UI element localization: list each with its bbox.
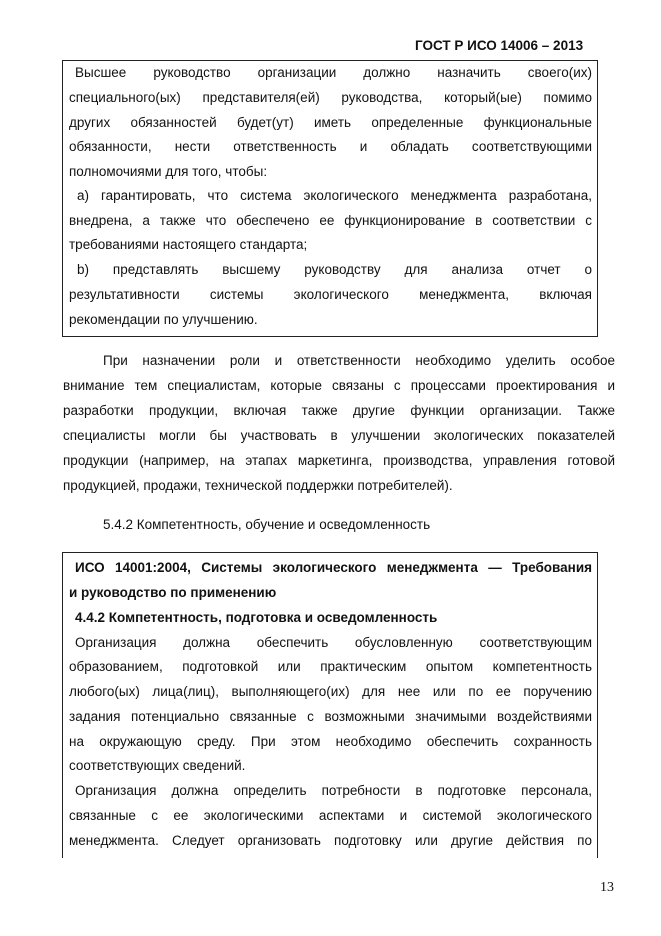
list-item-b: b) представлять высшему руководству для анализа отчет о bbox=[77, 262, 592, 277]
paragraph-line: продукции (например, на этапах маркетинга, производства, управления готовой bbox=[63, 453, 615, 468]
paragraph-line: внимание тем специалистам, которые связаны с процессами проектирования и bbox=[63, 378, 615, 393]
paragraph-line: специалисты могли бы участвовать в улучшении экологических показателей bbox=[63, 428, 615, 443]
list-item-a: a) гарантировать, что система экологического менеджмента разработана, bbox=[77, 188, 592, 203]
quote-title: и руководство по применению bbox=[69, 585, 277, 600]
quote-box-iso-14001 bbox=[62, 552, 598, 858]
paragraph-line: продукцией, продажи, технической поддержки потребителей). bbox=[63, 478, 453, 493]
quote-line: Высшее руководство организации должно назначить своего(их) bbox=[75, 65, 592, 80]
quote-line: образованием, подготовкой или практическим опытом компетентность bbox=[69, 659, 592, 674]
quote-line: внедрена, а также что обеспечено ее функционирование в соответствии с bbox=[69, 213, 592, 228]
section-heading: 5.4.2 Компетентность, обучение и осведомленность bbox=[103, 517, 431, 532]
quote-line: Организация должна определить потребности в подготовке персонала, bbox=[75, 783, 592, 798]
quote-line: требованиями настоящего стандарта; bbox=[69, 237, 308, 252]
paragraph-line: При назначении роли и ответственности необходимо уделить особое bbox=[103, 353, 615, 368]
quote-title: ИСО 14001:2004, Системы экологического менеджмента — Требования bbox=[75, 560, 592, 575]
quote-box-management-representative bbox=[62, 60, 598, 337]
document-id-header: ГОСТ Р ИСО 14006 – 2013 bbox=[415, 38, 584, 53]
quote-line: задания потенциально связанные с возможными значимыми воздействиями bbox=[69, 709, 592, 724]
quote-line: рекомендации по улучшению. bbox=[69, 312, 258, 327]
page-number: 13 bbox=[600, 880, 614, 895]
quote-line: менеджмента. Следует организовать подготовку или другие действия по bbox=[69, 833, 592, 848]
quote-line: соответствующих сведений. bbox=[69, 758, 246, 773]
quote-line: любого(ых) лица(лиц), выполняющего(их) для нее или по ее поручению bbox=[69, 684, 592, 699]
quote-line: результативности системы экологического менеджмента, включая bbox=[69, 287, 592, 302]
quote-line: на окружающую среду. При этом необходимо обеспечить сохранность bbox=[69, 734, 592, 749]
quote-line: обязанности, нести ответственность и обладать соответствующими bbox=[69, 139, 592, 154]
quote-line: Организация должна обеспечить обусловленную соответствующим bbox=[75, 635, 592, 650]
quote-subtitle: 4.4.2 Компетентность, подготовка и осведомленность bbox=[75, 610, 438, 625]
paragraph-line: разработки продукции, включая также другие функции организации. Также bbox=[63, 403, 615, 418]
quote-line: полномочиями для того, чтобы: bbox=[69, 164, 268, 179]
quote-line: других обязанностей будет(ут) иметь определенные функциональные bbox=[69, 115, 592, 130]
quote-line: специального(ых) представителя(ей) руководства, который(ые) помимо bbox=[69, 90, 592, 105]
quote-line: связанные с ее экологическими аспектами и системой экологического bbox=[69, 808, 592, 823]
